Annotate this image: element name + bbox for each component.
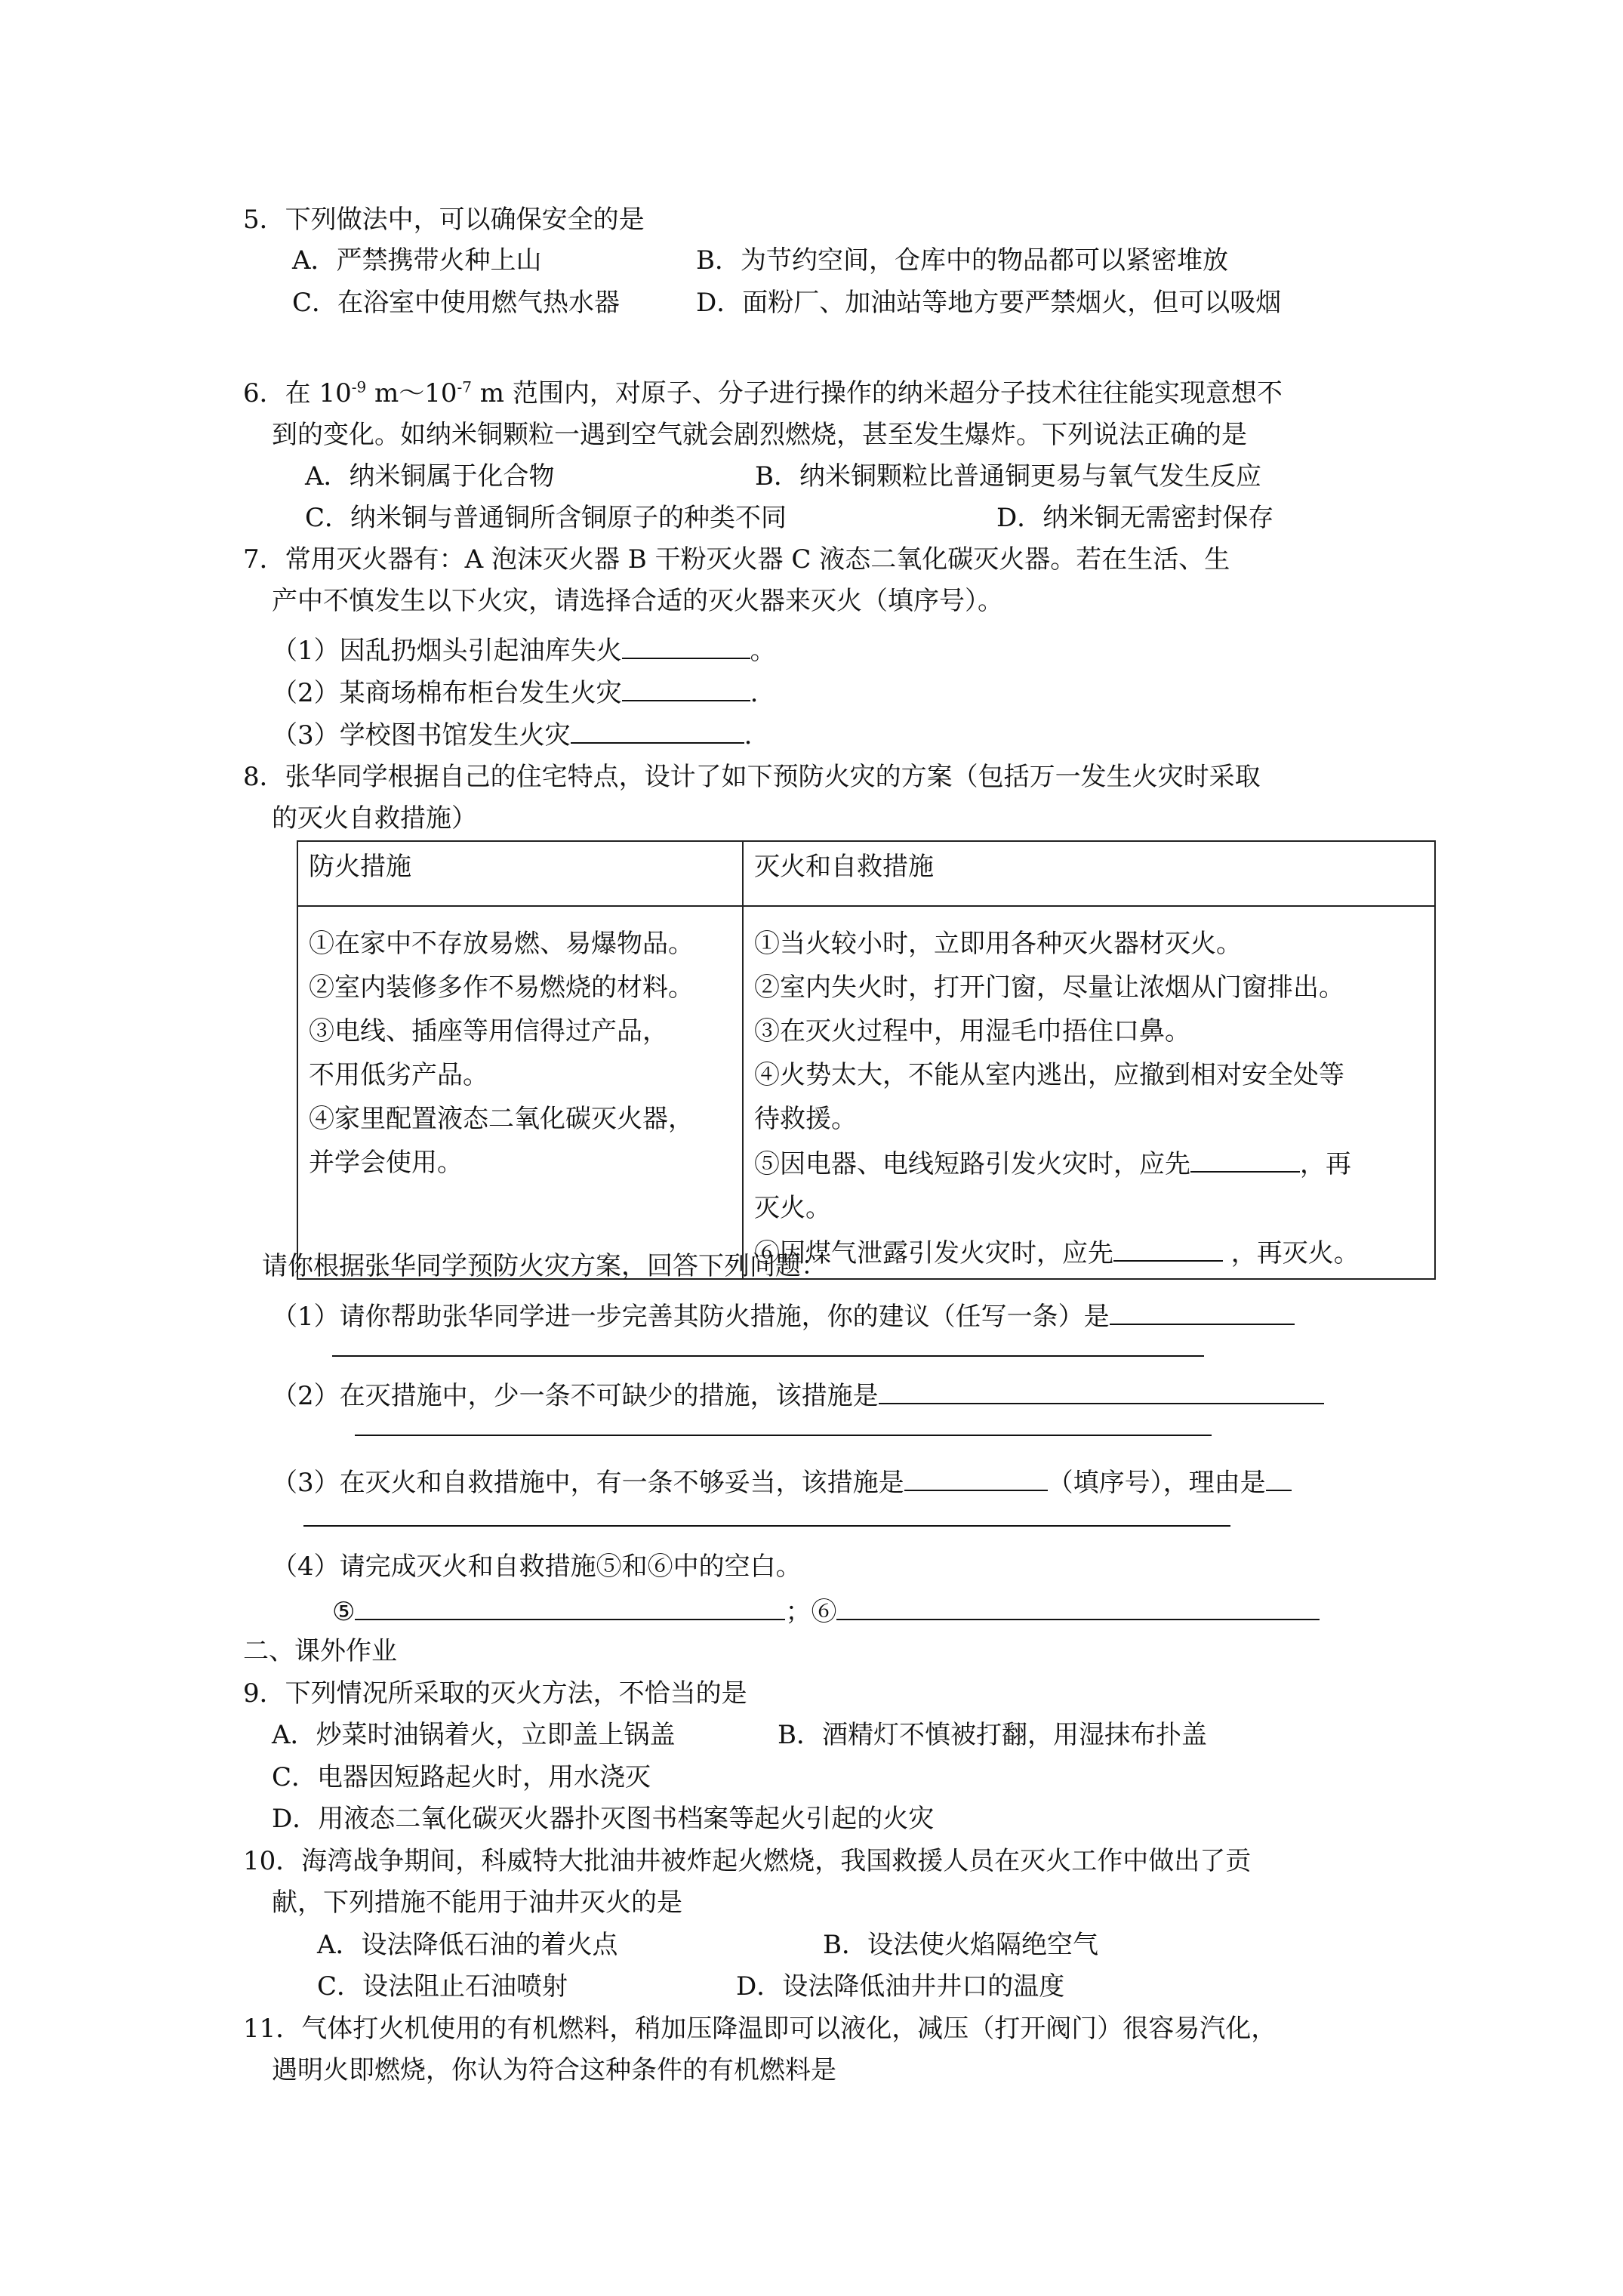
prevention-measures-cell: [297, 906, 743, 1279]
q7-sub1: （1）因乱扔烟头引起油库失火 。: [272, 627, 776, 671]
rescue-item: ①当火较小时，立即用各种灭火器材灭火。: [754, 929, 1242, 959]
rescue-blank-5[interactable]: [1190, 1141, 1300, 1173]
rescue-blank-6[interactable]: [1113, 1230, 1223, 1262]
answer-line[interactable]: [355, 1435, 1212, 1436]
q5-option-d: D．面粉厂、加油站等地方要严禁烟火，但可以吸烟: [696, 288, 1282, 318]
prevention-item: ④家里配置液态二氧化碳灭火器，: [309, 1104, 694, 1134]
q8-stem: 8．张华同学根据自己的住宅特点，设计了如下预防火灾的方案（包括万一发生火灾时采取: [243, 762, 1261, 792]
q9-option-a: A．炒菜时油锅着火，立即盖上锅盖: [272, 1720, 676, 1750]
q8-part2: （2）在灭措施中，少一条不可缺少的措施，该措施是: [272, 1373, 1324, 1416]
q8-part4-blank-6[interactable]: [836, 1589, 1320, 1620]
q10-stem: 10．海湾战争期间，科威特大批油井被炸起火燃烧，我国救援人员在灭火工作中做出了贡: [243, 1846, 1252, 1876]
q7-stem: 7．常用灭火器有：A 泡沫灭火器 B 干粉灭火器 C 液态二氧化碳灭火器。若在生活、生: [243, 544, 1230, 575]
q8-stem-line2: 的灭火自救措施）: [272, 803, 477, 834]
q7-sub3: （3）学校图书馆发生火灾 .: [272, 712, 752, 756]
q8-part4-blank-5[interactable]: [355, 1589, 785, 1620]
section-heading: 二、课外作业: [243, 1636, 397, 1666]
q10-stem-line2: 献，下列措施不能用于油井灭火的是: [272, 1888, 682, 1918]
q7-blank-1[interactable]: [622, 627, 750, 659]
q6-stem-line2: 到的变化。如纳米铜颗粒一遇到空气就会剧烈燃烧，甚至发生爆炸。下列说法正确的是: [272, 420, 1247, 450]
q6-option-d: D．纳米铜无需密封保存: [996, 503, 1274, 533]
q8-part4-blanks: ⑤ ；⑥: [332, 1589, 1320, 1632]
q6-option-c: C．纳米铜与普通铜所含铜原子的种类不同: [305, 503, 787, 533]
q7-blank-2[interactable]: [622, 670, 750, 701]
prevention-item: 并学会使用。: [309, 1148, 463, 1178]
rescue-item: ④火势太大，不能从室内逃出，应撤到相对安全处等: [754, 1060, 1344, 1090]
rescue-item-5: ⑤因电器、电线短路引发火灾时，应先 ，再: [754, 1141, 1424, 1186]
q10-option-b: B．设法使火焰隔绝空气: [823, 1930, 1098, 1960]
prevention-item: 不用低劣产品。: [309, 1060, 488, 1090]
q8-part3: （3）在灭火和自救措施中，有一条不够妥当，该措施是 （填序号），理由是: [272, 1459, 1292, 1503]
q9-option-d: D．用液态二氧化碳灭火器扑灭图书档案等起火引起的火灾: [272, 1804, 935, 1834]
q8-part3-reason-blank[interactable]: [1266, 1459, 1292, 1491]
q8-part1: （1）请你帮助张华同学进一步完善其防火措施，你的建议（任写一条）是: [272, 1293, 1295, 1337]
q8-part4: （4）请完成灭火和自救措施⑤和⑥中的空白。: [272, 1552, 802, 1582]
q7-stem-line2: 产中不慎发生以下火灾，请选择合适的灭火器来灭火（填序号）。: [272, 586, 1003, 616]
q6-option-b: B．纳米铜颗粒比普通铜更易与氧气发生反应: [755, 461, 1261, 492]
prevention-item: ②室内装修多作不易燃烧的材料。: [309, 972, 694, 1003]
table-header-rescue: 灭火和自救措施: [743, 841, 1435, 906]
q7-blank-3[interactable]: [571, 712, 744, 744]
q9-option-c: C．电器因短路起火时，用水浇灭: [272, 1762, 651, 1792]
rescue-item: 待救援。: [754, 1104, 857, 1134]
q8-part2-blank[interactable]: [879, 1373, 1324, 1404]
prevention-item: ③电线、插座等用信得过产品，: [309, 1016, 668, 1046]
q10-option-d: D．设法降低油井井口的温度: [736, 1971, 1065, 2002]
q10-option-a: A．设法降低石油的着火点: [317, 1930, 618, 1960]
q7-sub2: （2）某商场棉布柜台发生火灾 .: [272, 670, 758, 713]
rescue-item: ③在灭火过程中，用湿毛巾捂住口鼻。: [754, 1016, 1190, 1046]
q11-stem: 11．气体打火机使用的有机燃料，稍加压降温即可以液化，减压（打开阀门）很容易汽化，: [243, 2014, 1277, 2044]
q8-intro: 请你根据张华同学预防火灾方案，回答下列问题：: [262, 1251, 827, 1281]
fire-plan-table: [297, 840, 1436, 1280]
q6-stem: 6．在 $10^{-9}$ $m\sim 10^{-7}$ m 范围内，对原子、分子进行操作的纳米超分子技术往往能实现意想不: [243, 378, 1283, 408]
q8-part3-blank[interactable]: [904, 1459, 1048, 1491]
q10-option-c: C．设法阻止石油喷射: [317, 1971, 568, 2002]
q5-option-a: A．严禁携带火种上山: [292, 245, 542, 276]
answer-line[interactable]: [303, 1525, 1230, 1527]
q5-option-c: C．在浴室中使用燃气热水器: [292, 288, 621, 318]
rescue-item: ②室内失火时，打开门窗，尽量让浓烟从门窗排出。: [754, 972, 1344, 1003]
answer-line[interactable]: [332, 1355, 1204, 1357]
rescue-item: 灭火。: [754, 1193, 831, 1223]
table-header-prevention: 防火措施: [297, 841, 743, 906]
q9-option-b: B．酒精灯不慎被打翻，用湿抹布扑盖: [778, 1720, 1207, 1750]
rescue-measures-cell: [743, 906, 1435, 1279]
q6-option-a: A．纳米铜属于化合物: [305, 461, 555, 492]
q5-option-b: B．为节约空间，仓库中的物品都可以紧密堆放: [696, 245, 1228, 276]
q11-stem-line2: 遇明火即燃烧，你认为符合这种条件的有机燃料是: [272, 2055, 836, 2085]
q5-stem: 5．下列做法中，可以确保安全的是: [243, 205, 645, 235]
rescue-item-6: ⑥因煤气泄露引发火灾时，应先 ，再灭火。: [754, 1230, 1424, 1275]
prevention-item: ①在家中不存放易燃、易爆物品。: [309, 929, 694, 959]
q8-part1-blank[interactable]: [1110, 1293, 1295, 1325]
q9-stem: 9．下列情况所采取的灭火方法，不恰当的是: [243, 1678, 747, 1709]
